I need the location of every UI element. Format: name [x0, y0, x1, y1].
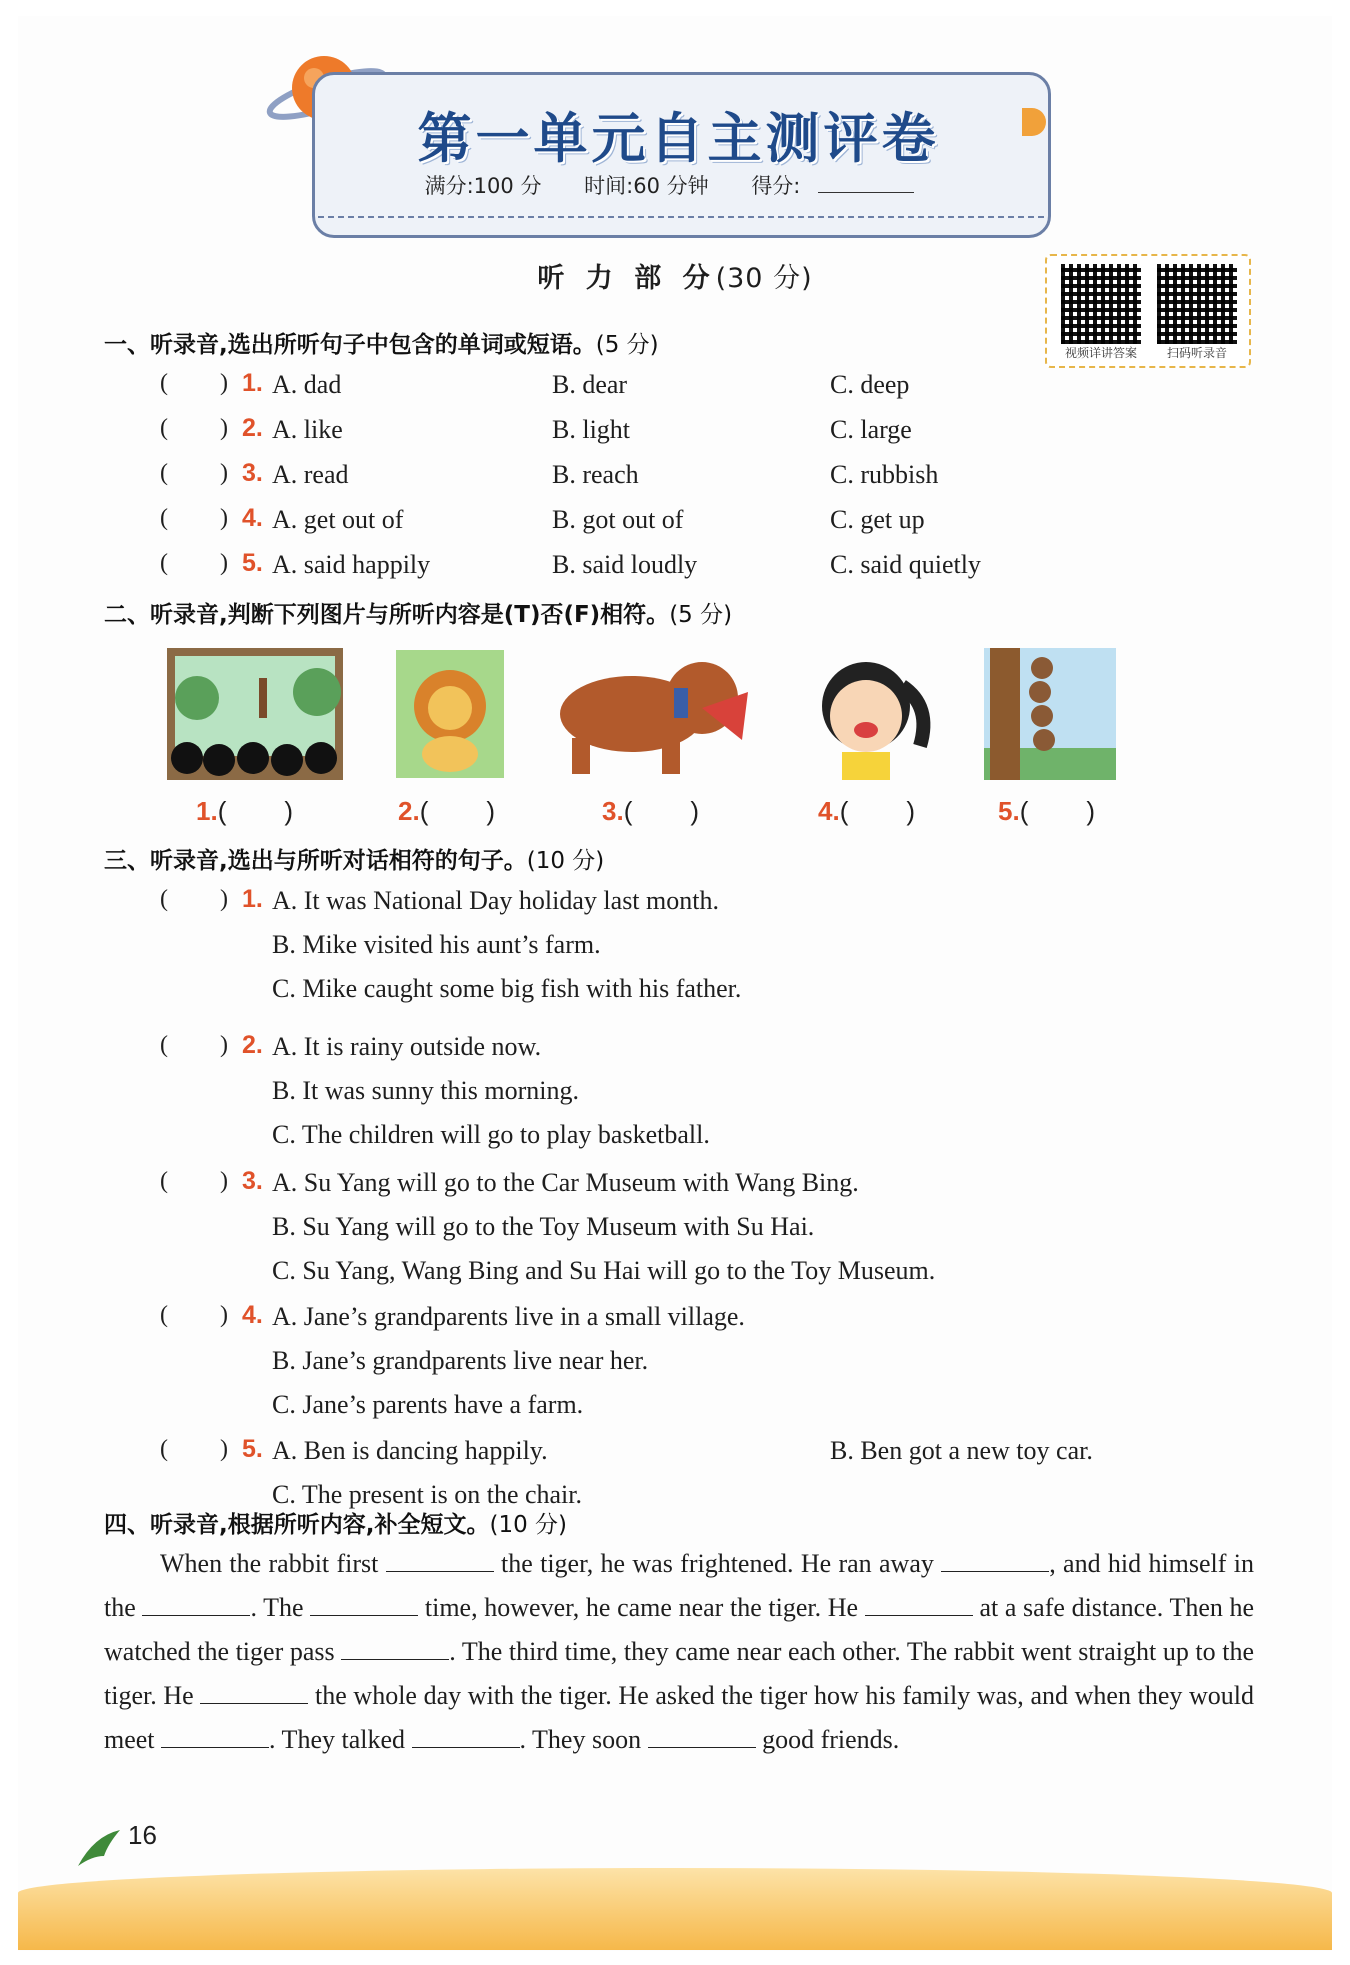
option-c[interactable]: C. said quietly — [830, 550, 981, 579]
option-a[interactable]: A. Ben is dancing happily. — [272, 1436, 548, 1465]
answer-slot[interactable]: ( ) — [160, 1168, 228, 1194]
answer-slot[interactable]: ( ) — [160, 415, 228, 441]
qr-caption-audio: 扫码听录音 — [1166, 346, 1227, 360]
question-number: 4. — [242, 504, 263, 532]
answer-slot[interactable]: ( ) — [160, 1302, 228, 1328]
blank-8[interactable] — [161, 1725, 269, 1748]
passage-text: at a safe distance. Then he watched the tiger pass — [104, 1593, 1255, 1666]
passage-text: good friends. — [762, 1725, 900, 1754]
option-a[interactable]: A. like — [272, 415, 343, 444]
time-limit: 时间:60 分钟 — [584, 174, 709, 198]
option-a[interactable]: A. It was National Day holiday last month. — [272, 886, 719, 915]
option-c[interactable]: C. Su Yang, Wang Bing and Su Hai will go to the Toy Museum. — [272, 1256, 936, 1285]
full-score: 满分:100 分 — [424, 174, 542, 198]
score-field — [751, 174, 932, 198]
scared-lion-picture — [396, 650, 504, 778]
blank-9[interactable] — [412, 1725, 520, 1748]
answer-paren[interactable]: ( ) — [217, 796, 294, 826]
picture-answer-1[interactable] — [196, 796, 293, 827]
passage-text: . They talked — [269, 1725, 406, 1754]
score-blank[interactable] — [818, 192, 914, 193]
blank-3[interactable] — [142, 1593, 250, 1616]
qr-code-answers-icon[interactable] — [1061, 264, 1141, 344]
option-b[interactable]: B. Mike visited his aunt’s farm. — [272, 930, 601, 959]
section4-heading — [104, 1506, 567, 1539]
answer-slot[interactable]: ( ) — [160, 460, 228, 486]
movie-audience-picture — [167, 648, 343, 780]
answer-slot[interactable]: ( ) — [160, 550, 228, 576]
option-b[interactable]: B. said loudly — [552, 550, 698, 579]
answer-slot[interactable]: ( ) — [160, 1032, 228, 1058]
passage-text: . The third time, they came near each other. The rabbit went straight up to the tiger. He — [104, 1637, 1255, 1710]
passage-text: time, however, he came near the tiger. He — [424, 1593, 859, 1622]
section2-heading — [104, 596, 732, 629]
question-number: 1. — [242, 885, 263, 913]
question-number: 4. — [242, 1301, 263, 1329]
question-number: 1. — [242, 369, 263, 397]
picture-answer-2[interactable] — [398, 796, 495, 827]
question-number: 2. — [242, 414, 263, 442]
answer-paren[interactable]: ( ) — [839, 796, 916, 826]
blank-4[interactable] — [310, 1593, 418, 1616]
blank-5[interactable] — [865, 1593, 973, 1616]
score-label: 得分: — [751, 174, 801, 198]
option-b[interactable]: B. Ben got a new toy car. — [830, 1436, 1093, 1465]
section2-points: (5 分) — [669, 602, 733, 628]
option-a[interactable]: A. read — [272, 460, 349, 489]
option-c[interactable]: C. get up — [830, 505, 925, 534]
option-b[interactable]: B. dear — [552, 370, 628, 399]
option-a[interactable]: A. Jane’s grandparents live in a small village. — [272, 1302, 745, 1331]
question-number: 5. — [242, 549, 263, 577]
option-c[interactable]: C. The children will go to play basketball. — [272, 1120, 710, 1149]
question-number: 5. — [242, 1435, 263, 1463]
option-b[interactable]: B. got out of — [552, 505, 684, 534]
page-title: 第一单元自主测评卷 — [417, 107, 940, 170]
option-a[interactable]: A. said happily — [272, 550, 431, 579]
passage-text: the tiger, he was frightened. He ran away — [501, 1549, 934, 1578]
picture-answer-3[interactable] — [602, 796, 699, 827]
qr-caption-answers: 视频详讲答案 — [1064, 346, 1137, 360]
page-number: 16 — [128, 1820, 157, 1850]
option-c[interactable]: C. Mike caught some big fish with his father. — [272, 974, 742, 1003]
section1-heading — [104, 326, 659, 359]
option-b[interactable]: B. It was sunny this morning. — [272, 1076, 579, 1105]
answer-slot[interactable]: ( ) — [160, 886, 228, 912]
banner-divider — [318, 216, 1044, 218]
section4-title: 四、听录音,根据所听内容,补全短文。 — [104, 1512, 490, 1538]
exam-info — [312, 170, 1045, 200]
picture-answer-5[interactable] — [998, 796, 1095, 827]
answer-slot[interactable]: ( ) — [160, 1436, 228, 1462]
picture-number: 1. — [196, 796, 218, 826]
answer-paren[interactable]: ( ) — [1019, 796, 1096, 826]
part-title: 听 力 部 分 — [537, 263, 716, 294]
question-number: 3. — [242, 459, 263, 487]
passage-text: . The — [250, 1593, 304, 1622]
footer-decoration — [18, 1868, 1332, 1950]
section4-points: (10 分) — [489, 1512, 568, 1538]
option-b[interactable]: B. Jane’s grandparents live near her. — [272, 1346, 649, 1375]
passage-text: the whole day with the tiger. He asked the tiger how his family was, and when they would meet — [104, 1681, 1255, 1754]
section3-points: (10 分) — [526, 848, 605, 874]
section3-heading — [104, 842, 604, 875]
picture-answer-4[interactable] — [818, 796, 915, 827]
monkeys-tree-picture — [984, 648, 1116, 780]
blank-6[interactable] — [341, 1637, 449, 1660]
answer-slot[interactable]: ( ) — [160, 505, 228, 531]
passage-text: When the rabbit first — [160, 1549, 379, 1578]
section2-title: 二、听录音,判断下列图片与所听内容是(T)否(F)相符。 — [104, 602, 670, 628]
option-c[interactable]: C. large — [830, 415, 912, 444]
option-c[interactable]: C. rubbish — [830, 460, 939, 489]
angry-dog-picture — [552, 648, 752, 778]
answer-paren[interactable]: ( ) — [419, 796, 496, 826]
option-b[interactable]: B. Su Yang will go to the Toy Museum with Su Hai. — [272, 1212, 815, 1241]
crying-girl-picture — [802, 646, 936, 780]
picture-number: 5. — [998, 796, 1020, 826]
question-number: 2. — [242, 1031, 263, 1059]
qr-codes — [1045, 254, 1251, 368]
option-c[interactable]: C. deep — [830, 370, 910, 399]
option-c[interactable]: C. Jane’s parents have a farm. — [272, 1390, 584, 1419]
blank-2[interactable] — [941, 1549, 1049, 1572]
cloze-passage — [104, 1542, 1254, 1762]
picture-number: 4. — [818, 796, 840, 826]
section1-points: (5 分) — [595, 332, 659, 358]
option-a[interactable]: A. It is rainy outside now. — [272, 1032, 542, 1061]
option-a[interactable]: A. get out of — [272, 505, 404, 534]
blank-10[interactable] — [648, 1725, 756, 1748]
answer-slot[interactable]: ( ) — [160, 370, 228, 396]
option-a[interactable]: A. Su Yang will go to the Car Museum with Wang Bing. — [272, 1168, 859, 1197]
dolphin-icon — [74, 1826, 124, 1870]
blank-1[interactable] — [386, 1549, 494, 1572]
passage-text: , and hid himself in the — [104, 1549, 1254, 1622]
section3-title: 三、听录音,选出与所听对话相符的句子。 — [104, 848, 527, 874]
option-b[interactable]: B. reach — [552, 460, 639, 489]
question-number: 3. — [242, 1167, 263, 1195]
section1-title: 一、听录音,选出所听句子中包含的单词或短语。 — [104, 332, 596, 358]
option-a[interactable]: A. dad — [272, 370, 342, 399]
option-c[interactable]: C. The present is on the chair. — [272, 1480, 583, 1509]
picture-number: 3. — [602, 796, 624, 826]
qr-code-audio-icon[interactable] — [1157, 264, 1237, 344]
passage-text: . They soon — [519, 1725, 642, 1754]
answer-paren[interactable]: ( ) — [623, 796, 700, 826]
picture-number: 2. — [398, 796, 420, 826]
blank-7[interactable] — [200, 1681, 308, 1704]
option-b[interactable]: B. light — [552, 415, 631, 444]
part-points: (30 分) — [715, 263, 813, 294]
